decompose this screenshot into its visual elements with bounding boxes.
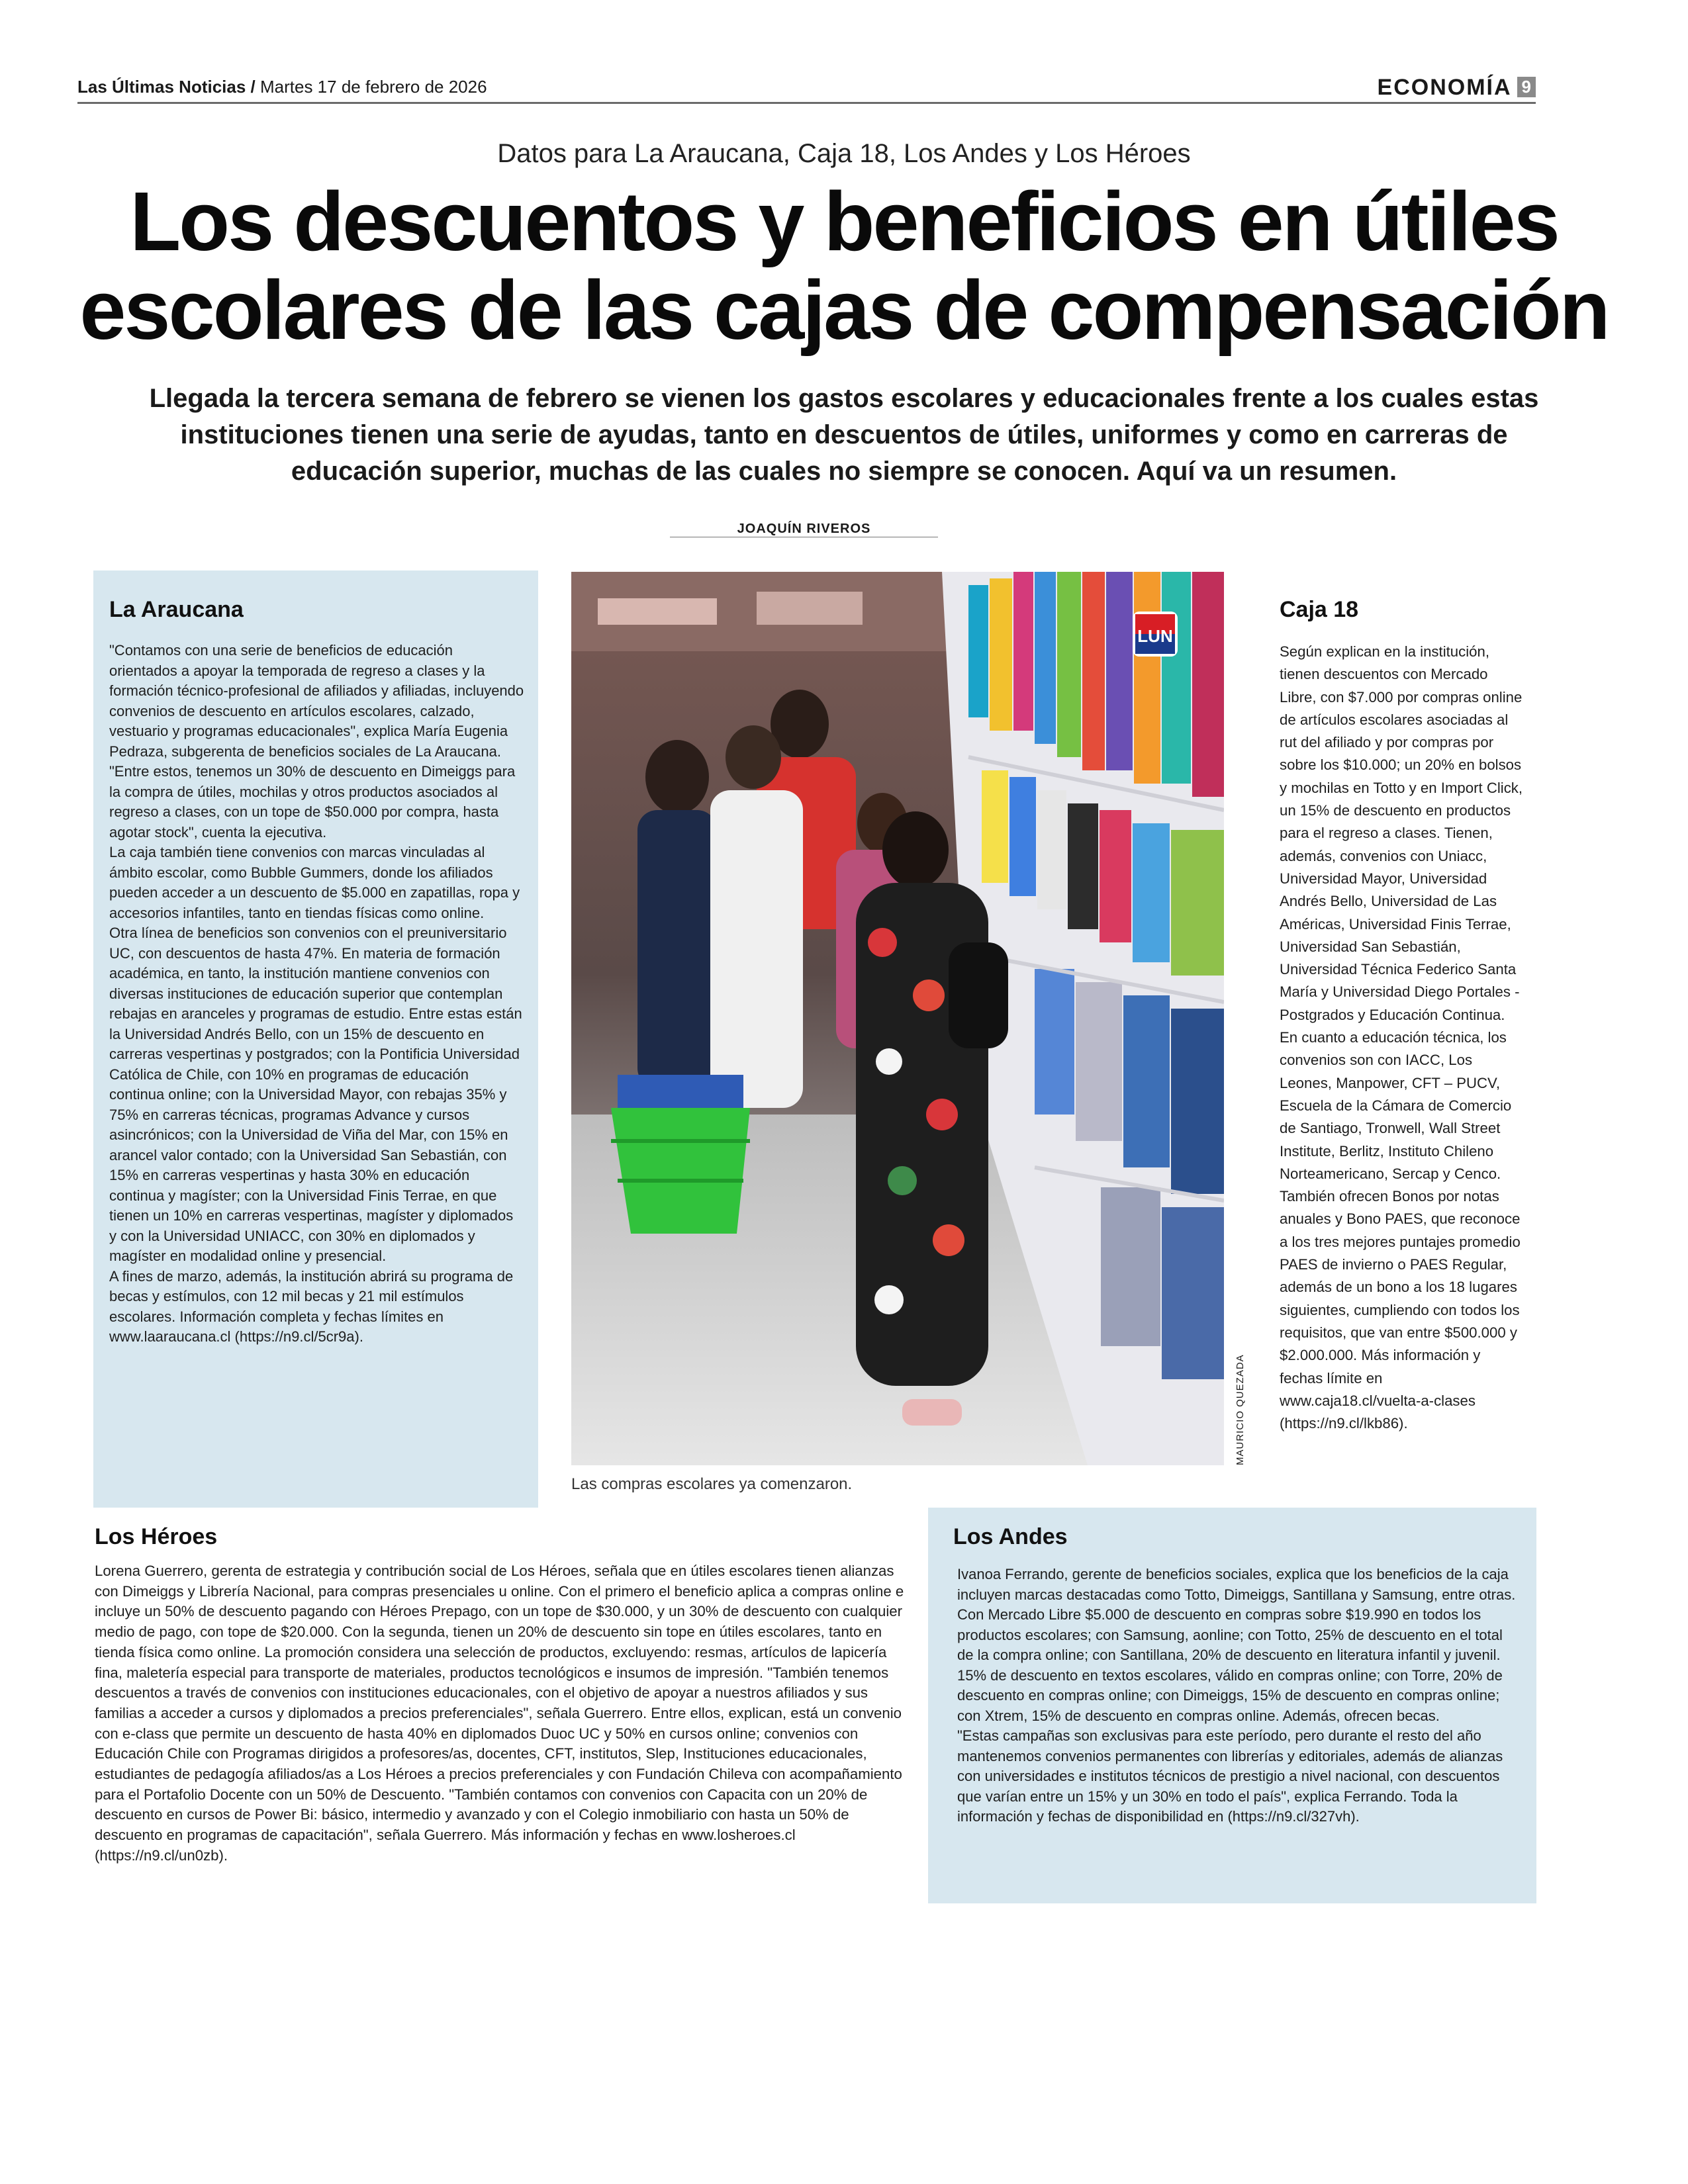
araucana-paragraph: La caja también tiene convenios con marcas vinculadas al ámbito escolar, como Bubble Gummers, donde los afiliados pueden acceder a un descuento de $5.000 en zapatillas, ropa y accesorios infantiles, tanto en tiendas físicas como online. — [109, 844, 520, 921]
article-byline: JOAQUÍN RIVEROS — [737, 522, 871, 536]
page-number: 9 — [1517, 77, 1536, 97]
article-headline — [0, 177, 1688, 355]
publication-name: Las Últimas Noticias / — [77, 77, 256, 97]
heroes-title: Los Héroes — [95, 1524, 218, 1549]
caja18-title: Caja 18 — [1280, 597, 1359, 622]
andes-paragraph: "Estas campañas son exclusivas para este período, pero durante el resto del año mantenemos convenios permanentes con librerías y editoriales, además de alianzas con universidades e institutos técnicos de prestigio a nivel nacional, con descuentos que varían entre un 15% y un 30% en todo el país", explica Ferrando. Toda la información y fechas de disponibilidad en (https://n9.cl/327vh). — [957, 1727, 1503, 1825]
photo-caption: Las compras escolares ya comenzaron. — [571, 1475, 853, 1493]
araucana-paragraph: A fines de marzo, además, la institución abrirá su programa de becas y estímulos, con 12 mil becas y 21 mil estímulos escolares. Información completa y fechas límites en www.laaraucana.cl (https://n9.cl/5cr9a). — [109, 1267, 514, 1345]
andes-paragraph: Ivanoa Ferrando, gerente de beneficios sociales, explica que los beneficios de la caja incluyen marcas destacadas como Totto, Dimeiggs, Santillana y Samsung, entre otras. Con Mercado Libre $5.000 de descuento en compras sobre $19.990 en todos los productos escolares; con Samsung, aonline; con Totto, 25% de descuento en el total de la compra online; con Santillana, 20% de descuento en literatura infantil y juvenil. — [957, 1566, 1516, 1663]
article-kicker: Datos para La Araucana, Caja 18, Los Andes y Los Héroes — [497, 139, 1191, 168]
heroes-text — [95, 1561, 906, 1866]
andes-title: Los Andes — [953, 1524, 1068, 1549]
article-lead: Llegada la tercera semana de febrero se vienen los gastos escolares y educacionales frente a los cuales estas instituciones tienen una serie de ayudas, tanto en descuentos de útiles, uniformes y como en carreras de educación superior, muchas de las cuales no siempre se conocen. Aquí va un resumen. — [149, 384, 1539, 486]
andes-text — [957, 1565, 1517, 1827]
araucana-paragraph: Otra línea de beneficios son convenios con el preuniversitario UC, con descuentos de hasta 47%. En materia de formación académica, en tanto, la institución mantiene convenios con diversas instituciones de educación superior que contemplan rebajas en aranceles y programas de estudio. Entre estas están la Universidad Andrés Bello, con un 15% de descuento en carreras vespertinas y postgrados; con la Pontificia Universidad Católica de Chile, con 10% en programas de educación continua online; con la Universidad Mayor, con rebajas 35% y 75% en carreras técnicas, programas Advance y cursos asincrónicos; con la Universidad de Viña del Mar, con 15% en arancel valor contado; con la Universidad San Sebastián, con 15% en carreras vespertinas y hasta 30% en educación continua y magíster; con la Universidad Finis Terrae, en que tienen un 10% en carreras vespertinas, magíster y diplomados y con la Universidad UNIACC, con 30% en diplomados y magíster en modalidad online y presencial. — [109, 925, 522, 1264]
header-rule — [77, 102, 1536, 104]
caja18-paragraph: También ofrecen Bonos por notas anuales y Bono PAES, que reconoce a los tres mejores puntajes promedio PAES de invierno o PAES Regular, además de un bono a los 18 lugares siguientes, cumpliendo con todos los requisitos, que van entre $500.000 y $2.000.000. Más información y fechas límite en www.caja18.cl/vuelta-a-clases (https://n9.cl/lkb86). — [1280, 1188, 1521, 1432]
section-header — [1378, 75, 1536, 101]
shopping-basket — [611, 1075, 750, 1234]
caja18-text — [1280, 641, 1526, 1435]
lun-logo — [1133, 612, 1178, 657]
headline-line-1: Los descuentos y beneficios en útiles — [130, 175, 1558, 268]
photo-credit: MAURICIO QUEZADA — [1235, 1354, 1246, 1465]
heroes-paragraph: Lorena Guerrero, gerenta de estrategia y contribución social de Los Héroes, señala que en útiles escolares tienen alianzas con Dimeiggs y Librería Nacional, para compras presenciales u online. Con el primero el beneficio aplica a compras online e incluye un 50% de descuento pagando con Héroes Prepago, con un tope de $30.000, y un 30% de descuento con cualquier medio de pago, con tope de $20.000. Con la segunda, tienen un 20% de descuento sin tope en útiles escolares, tanto en tienda física como online. La promoción considera una selección de productos, excluyendo: resmas, artículos de lapicería fina, maletería especial para transporte de materiales, productos tecnológicos e insumos de impresión. "También tenemos descuentos a través de convenios con instituciones educacionales, con el objetivo de apoyar a nuestros afiliados y sus familias a acceder a cursos y diplomados a precios preferenciales", señala Guerrero. Entre ellos, explican, está un convenio con e-class que permite un descuento de hasta 40% en diplomados Duoc UC y 50% en cursos online; convenios con Educación Chile con Programas dirigidos a profesores/as, docentes, CFT, institutos, Slep, Instituciones educacionales, estudiantes de pedagogía afiliados/as a Los Héroes a precios preferenciales y con Fundación Chileva con acompañamiento para el Portafolio Docente con un 50% de Descuento. "También contamos con convenios con Capacita con un 20% de descuento en cursos de Power Bi: básico, intermedio y avanzado y con el Colegio inmobiliario con hasta un 50% de descuento en programas de capacitación", señala Guerrero. Más información y fechas en www.losheroes.cl (https://n9.cl/un0zb). — [95, 1563, 904, 1864]
headline-line-2: escolares de las cajas de compensación — [79, 263, 1609, 357]
school-supplies-photo — [571, 572, 1224, 1465]
caja18-paragraph: En cuanto a educación técnica, los convenios son con IACC, Los Leones, Manpower, CFT – PUCV, Escuela de la Cámara de Comercio de Santiago, Tronwell, Wall Street Institute, Berlitz, Instituto Chileno Norteamericano, Sercap y Cenco. — [1280, 1029, 1512, 1182]
caja18-paragraph: Según explican en la institución, tienen descuentos con Mercado Libre, con $7.000 por compras online de artículos escolares asociadas al rut del afiliado y por compras por sobre los $10.000; un 20% en bolsos y mochilas en Totto y en Import Click, un 15% de descuento en productos para el regreso a clases. Tienen, además, convenios con Uniacc, Universidad Mayor, Universidad Andrés Bello, Universidad de Las Américas, Universidad Finis Terrae, Universidad San Sebastián, Universidad Técnica Federico Santa María y Universidad Diego Portales - Postgrados y Educación Continua. — [1280, 643, 1523, 1023]
araucana-text — [109, 641, 524, 1347]
araucana-title: La Araucana — [109, 597, 244, 622]
andes-paragraph: 15% de descuento en textos escolares, válido en compras online; con Torre, 20% de descuento en compras online; con Dimeiggs, 15% de descuento en compras online; con Xtrem, 15% de descuento en compras online. Además, ofrecen becas. — [957, 1666, 1503, 1724]
section-name: ECONOMÍA — [1377, 75, 1512, 100]
header-publication-date — [77, 77, 487, 97]
araucana-paragraph: "Contamos con una serie de beneficios de educación orientados a apoyar la temporada de regreso a clases y la formación técnico-profesional de afiliados y afiliadas, incluyendo convenios de descuento en artículos escolares, calzado, vestuario y programas educacionales", explica María Eugenia Pedraza, subgerenta de beneficios sociales de La Araucana. "Entre estos, tenemos un 30% de descuento en Dimeiggs para la compra de útiles, mochilas y otros productos asociados al regreso a clases, con un tope de $50.000 por compra, hasta agotar stock", cuenta la ejecutiva. — [109, 642, 524, 841]
publication-date: Martes 17 de febrero de 2026 — [260, 77, 487, 97]
lun-logo-text: LUN — [1137, 626, 1173, 646]
